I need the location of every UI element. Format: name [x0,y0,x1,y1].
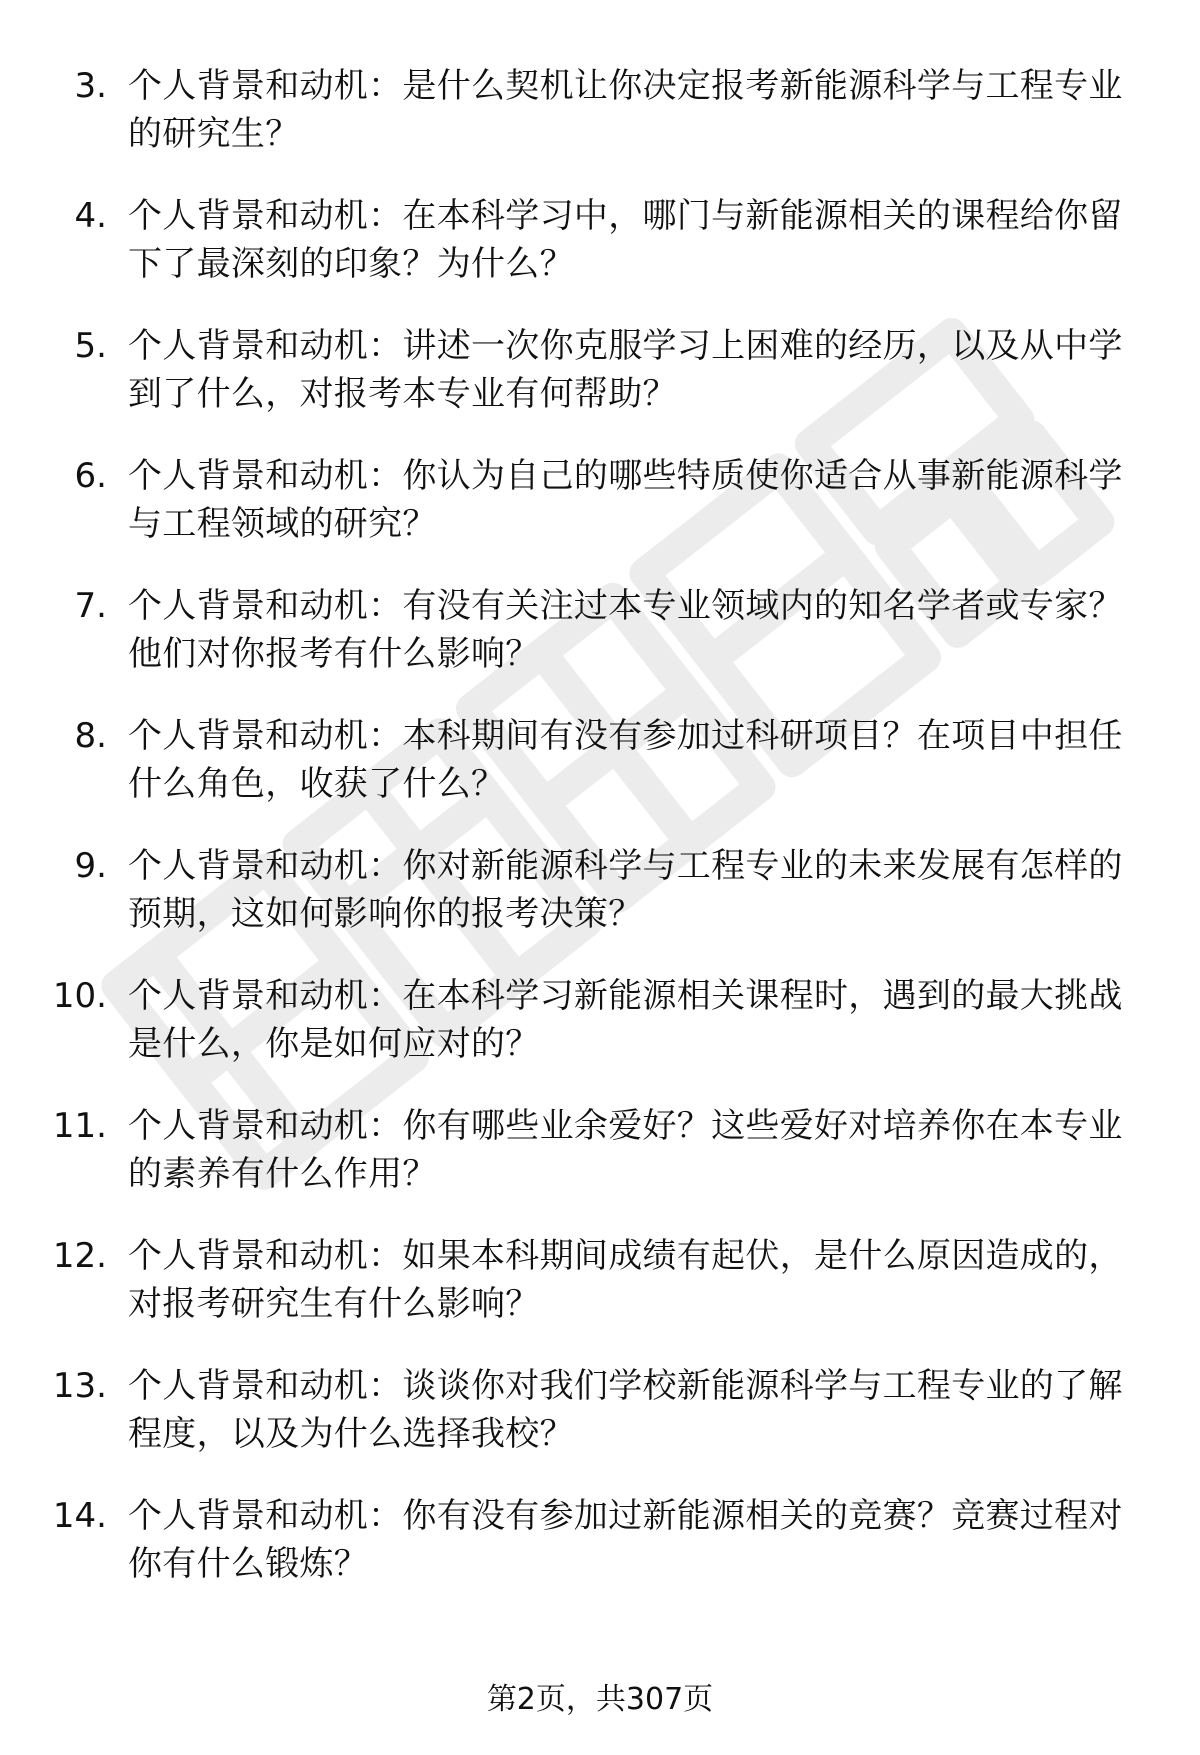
question-number: 13. [52,1366,107,1406]
question-text: 个人背景和动机：本科期间有没有参加过科研项目？在项目中担任什么角色，收获了什么？ [128,716,1123,804]
question-number: 12. [52,1236,107,1276]
question-text: 个人背景和动机：谈谈你对我们学校新能源科学与工程专业的了解程度，以及为什么选择我校？ [128,1366,1123,1454]
question-number: 3. [74,66,107,106]
question-item [0,704,1200,834]
question-list [0,54,1200,1614]
question-number: 7. [74,586,107,626]
question-text: 个人背景和动机：如果本科期间成绩有起伏，是什么原因造成的，对报考研究生有什么影响？ [128,1236,1123,1324]
question-text: 个人背景和动机：你认为自己的哪些特质使你适合从事新能源科学与工程领域的研究？ [128,456,1123,544]
question-text: 个人背景和动机：你有没有参加过新能源相关的竞赛？竞赛过程对你有什么锻炼？ [128,1496,1123,1584]
question-item [0,574,1200,704]
question-item [0,184,1200,314]
question-text: 个人背景和动机：你有哪些业余爱好？这些爱好对培养你在本专业的素养有什么作用？ [128,1106,1123,1194]
question-item [0,444,1200,574]
question-item [0,314,1200,444]
question-text: 个人背景和动机：有没有关注过本专业领域内的知名学者或专家？他们对你报考有什么影响？ [128,586,1123,674]
question-item [0,1094,1200,1224]
question-number: 10. [52,976,107,1016]
question-text: 个人背景和动机：在本科学习新能源相关课程时，遇到的最大挑战是什么，你是如何应对的？ [128,976,1123,1064]
question-item [0,1354,1200,1484]
question-number: 9. [74,846,107,886]
question-number: 5. [74,326,107,366]
question-number: 8. [74,716,107,756]
question-text: 个人背景和动机：你对新能源科学与工程专业的未来发展有怎样的预期，这如何影响你的报考决策？ [128,846,1123,934]
question-text: 个人背景和动机：是什么契机让你决定报考新能源科学与工程专业的研究生？ [128,66,1123,154]
question-item [0,834,1200,964]
page-footer [0,1680,1200,1720]
question-item [0,54,1200,184]
question-text: 个人背景和动机：在本科学习中，哪门与新能源相关的课程给你留下了最深刻的印象？为什么？ [128,196,1123,284]
question-text: 个人背景和动机：讲述一次你克服学习上困难的经历，以及从中学到了什么，对报考本专业有何帮助？ [128,326,1123,414]
question-number: 11. [52,1106,107,1146]
question-number: 4. [74,196,107,236]
question-item [0,1484,1200,1614]
question-item [0,1224,1200,1354]
question-number: 14. [52,1496,107,1536]
question-item [0,964,1200,1094]
page-number-label: 第2页，共307页 [486,1682,714,1717]
question-number: 6. [74,456,107,496]
